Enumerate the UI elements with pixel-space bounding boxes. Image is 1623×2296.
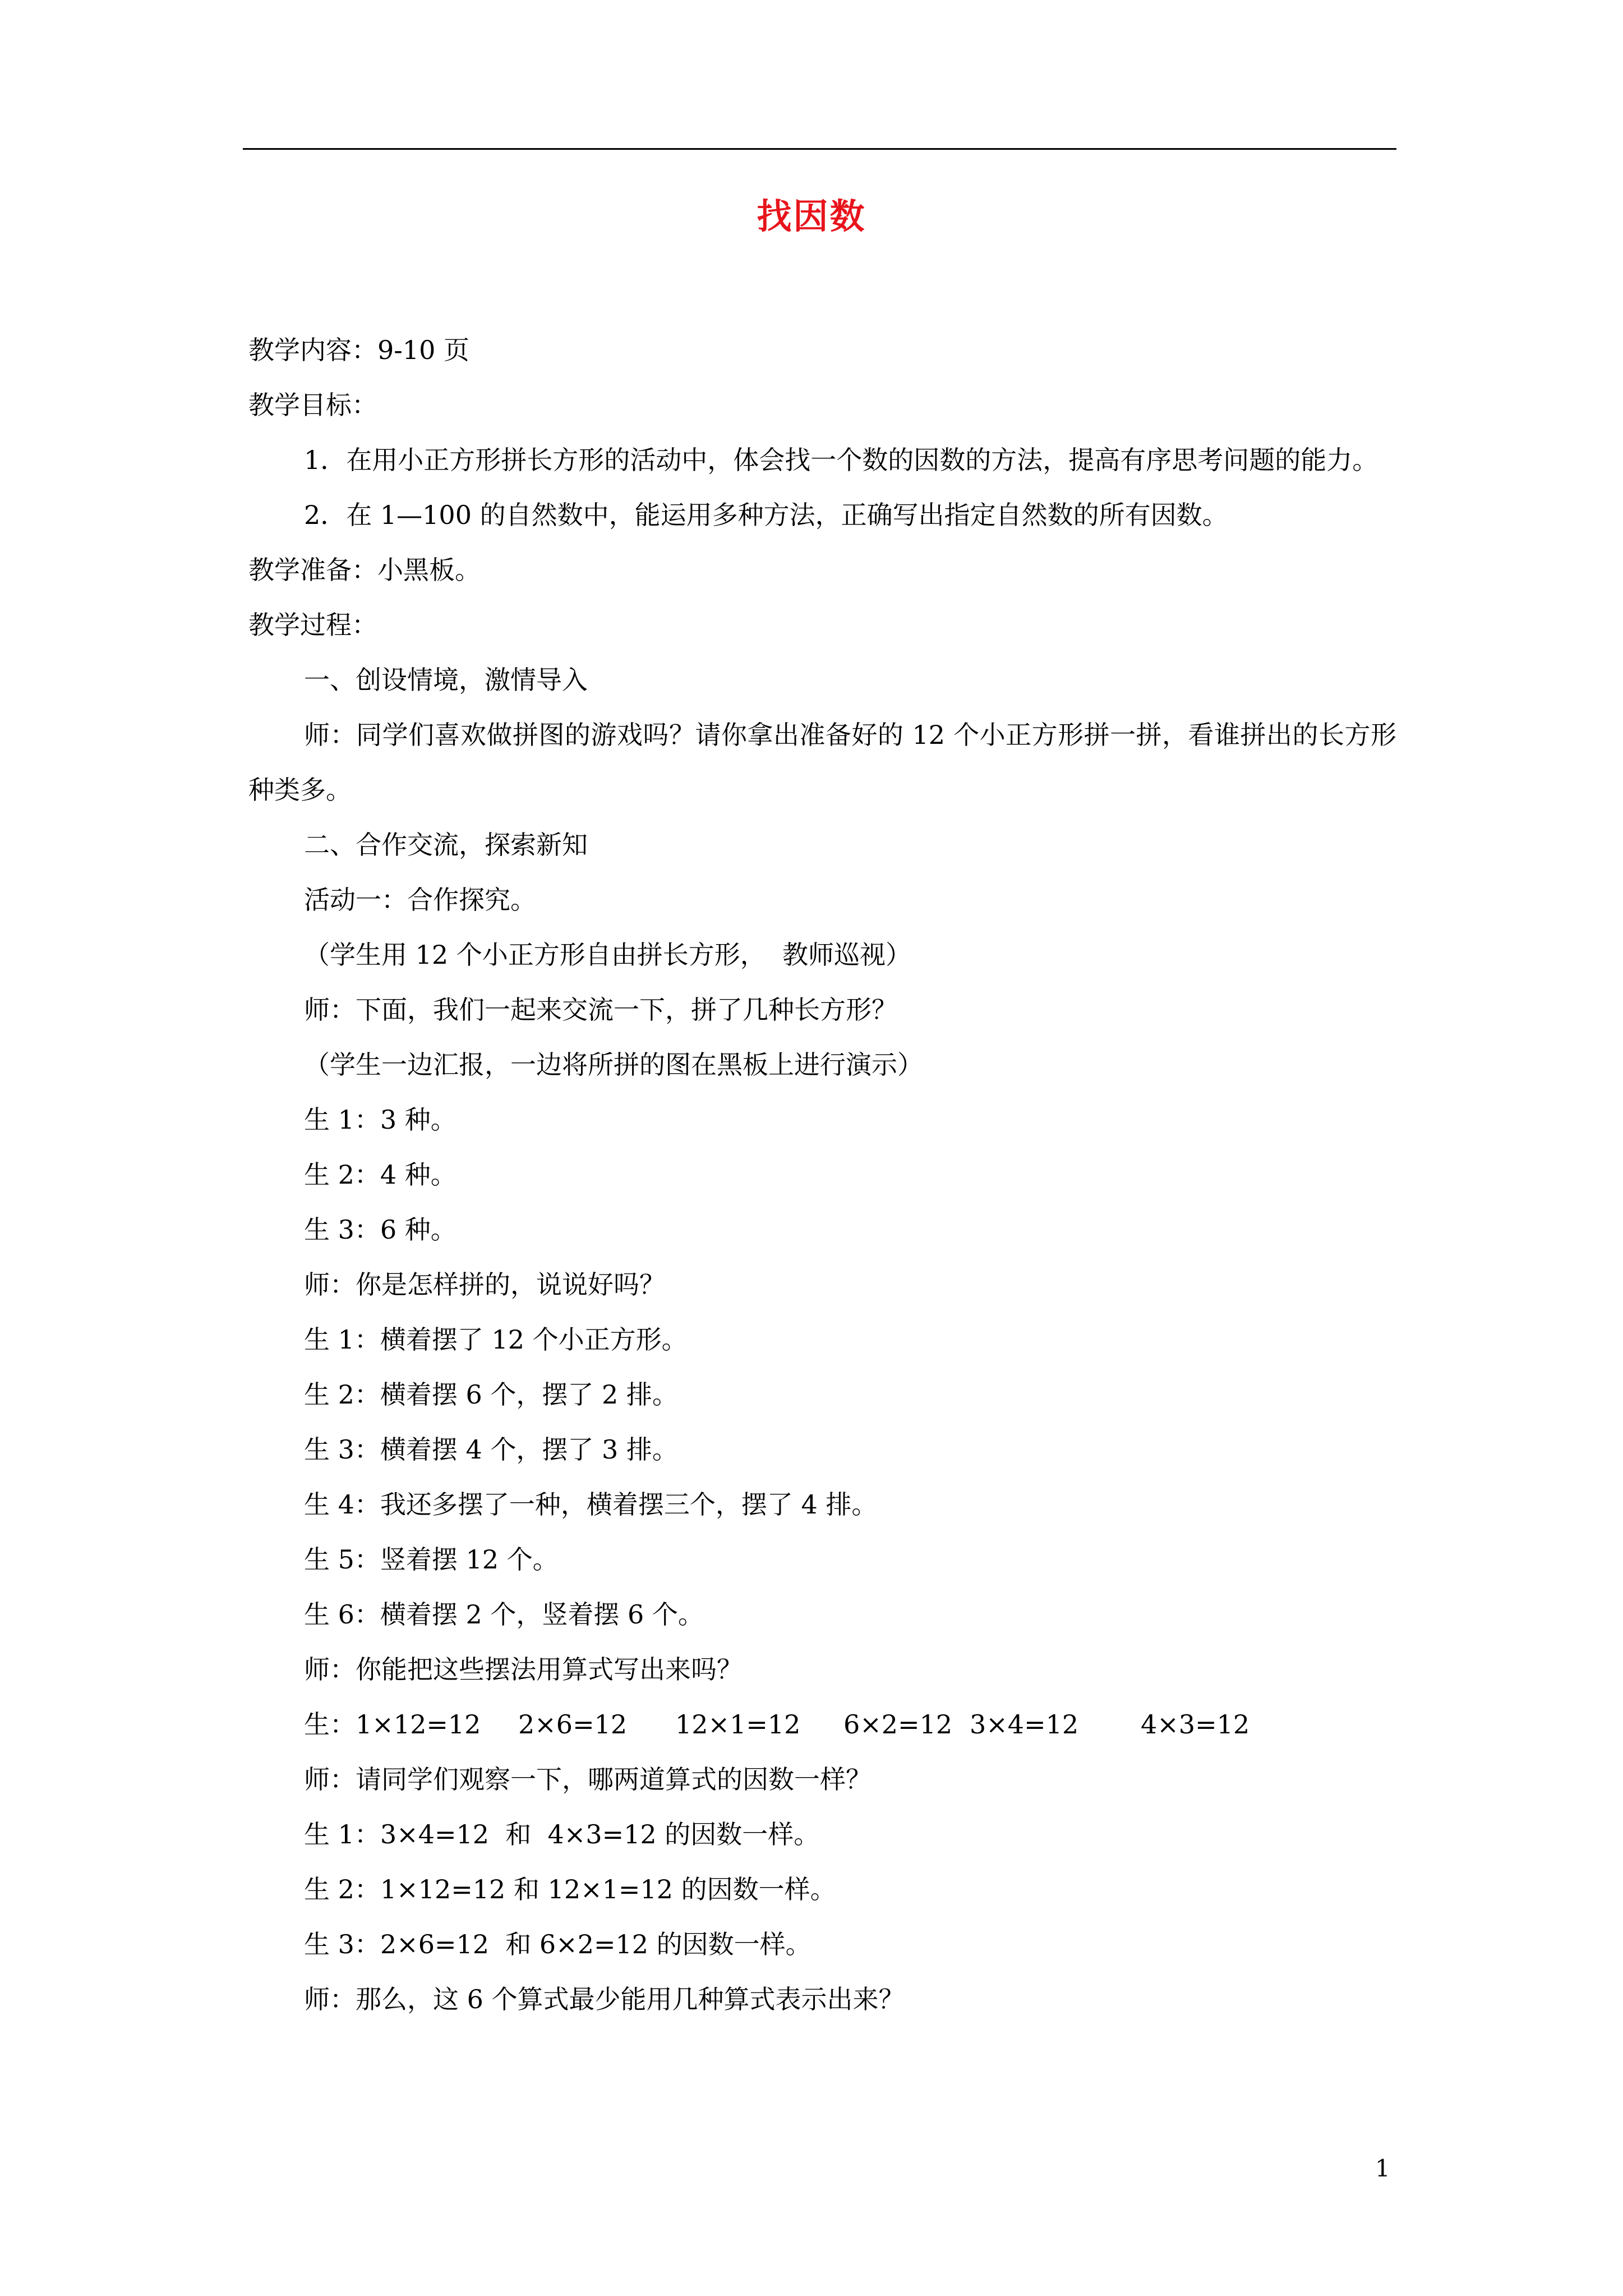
equation: 1×12=12 — [356, 1709, 481, 1740]
dialogue-line: 生 2：横着摆 6 个，摆了 2 排。 — [304, 1379, 678, 1410]
dialogue-line: 生 1：3 种。 — [304, 1105, 457, 1135]
dialogue-line: 生 3：6 种。 — [304, 1214, 457, 1245]
teaching-content: 教学内容：9-10 页 — [248, 335, 469, 365]
dialogue-line: 生 1：3×4=12 和 4×3=12 的因数一样。 — [304, 1819, 820, 1849]
teacher-intro: 师：同学们喜欢做拼图的游戏吗？请你拿出准备好的 12 个小正方形拼一拼，看谁拼出的长方形种类多。 — [248, 720, 1396, 805]
section-2-heading: 二、合作交流，探索新知 — [304, 830, 588, 860]
document-body — [248, 323, 1396, 2027]
stage-direction: （学生一边汇报，一边将所拼的图在黑板上进行演示） — [304, 1050, 923, 1080]
section-1-heading: 一、创设情境，激情导入 — [304, 665, 588, 695]
activity-1: 活动一：合作探究。 — [304, 885, 536, 915]
dialogue-line: 师：你能把这些摆法用算式写出来吗？ — [304, 1654, 743, 1685]
dialogue-line: 生 3：2×6=12 和 6×2=12 的因数一样。 — [304, 1929, 811, 1959]
page-number: 1 — [1375, 2155, 1390, 2182]
equation: 2×6=12 — [518, 1709, 628, 1740]
dialogue-line: 师：你是怎样拼的，说说好吗？ — [304, 1269, 665, 1300]
header-rule — [243, 148, 1396, 150]
dialogue-line: 生 1：横着摆了 12 个小正方形。 — [304, 1324, 688, 1355]
dialogue-line: 师：请同学们观察一下，哪两道算式的因数一样？ — [304, 1764, 872, 1795]
stage-direction: （学生用 12 个小正方形自由拼长方形， 教师巡视） — [304, 940, 912, 970]
equation: 3×4=12 — [970, 1709, 1079, 1740]
equation: 4×3=12 — [1141, 1709, 1250, 1740]
dialogue-line: 生 5：竖着摆 12 个。 — [304, 1544, 559, 1575]
dialogue-line: 生 6：横着摆 2 个，竖着摆 6 个。 — [304, 1599, 704, 1630]
dialogue-line: 生 4：我还多摆了一种，横着摆三个，摆了 4 排。 — [304, 1489, 878, 1520]
page-title: 找因数 — [757, 196, 866, 237]
equation: 6×2=12 — [843, 1709, 953, 1740]
equations-speaker: 生： — [304, 1709, 356, 1740]
dialogue-line: 师：那么，这 6 个算式最少能用几种算式表示出来？ — [304, 1984, 905, 2014]
dialogue-line: 生 3：横着摆 4 个，摆了 3 排。 — [304, 1434, 678, 1465]
dialogue-line: 师：下面，我们一起来交流一下，拼了几种长方形？ — [304, 995, 897, 1025]
equations-line — [248, 1697, 1396, 1752]
goal-1: 1．在用小正方形拼长方形的活动中，体会找一个数的因数的方法，提高有序思考问题的能力。 — [304, 445, 1378, 475]
teaching-process-heading: 教学过程： — [248, 610, 377, 640]
teaching-preparation: 教学准备：小黑板。 — [248, 555, 481, 585]
equation: 12×1=12 — [675, 1709, 801, 1740]
teaching-goals-heading: 教学目标： — [248, 390, 377, 420]
dialogue-line: 生 2：1×12=12 和 12×1=12 的因数一样。 — [304, 1874, 836, 1904]
dialogue-line: 生 2：4 种。 — [304, 1159, 457, 1190]
goal-2: 2．在 1—100 的自然数中，能运用多种方法，正确写出指定自然数的所有因数。 — [304, 500, 1228, 530]
